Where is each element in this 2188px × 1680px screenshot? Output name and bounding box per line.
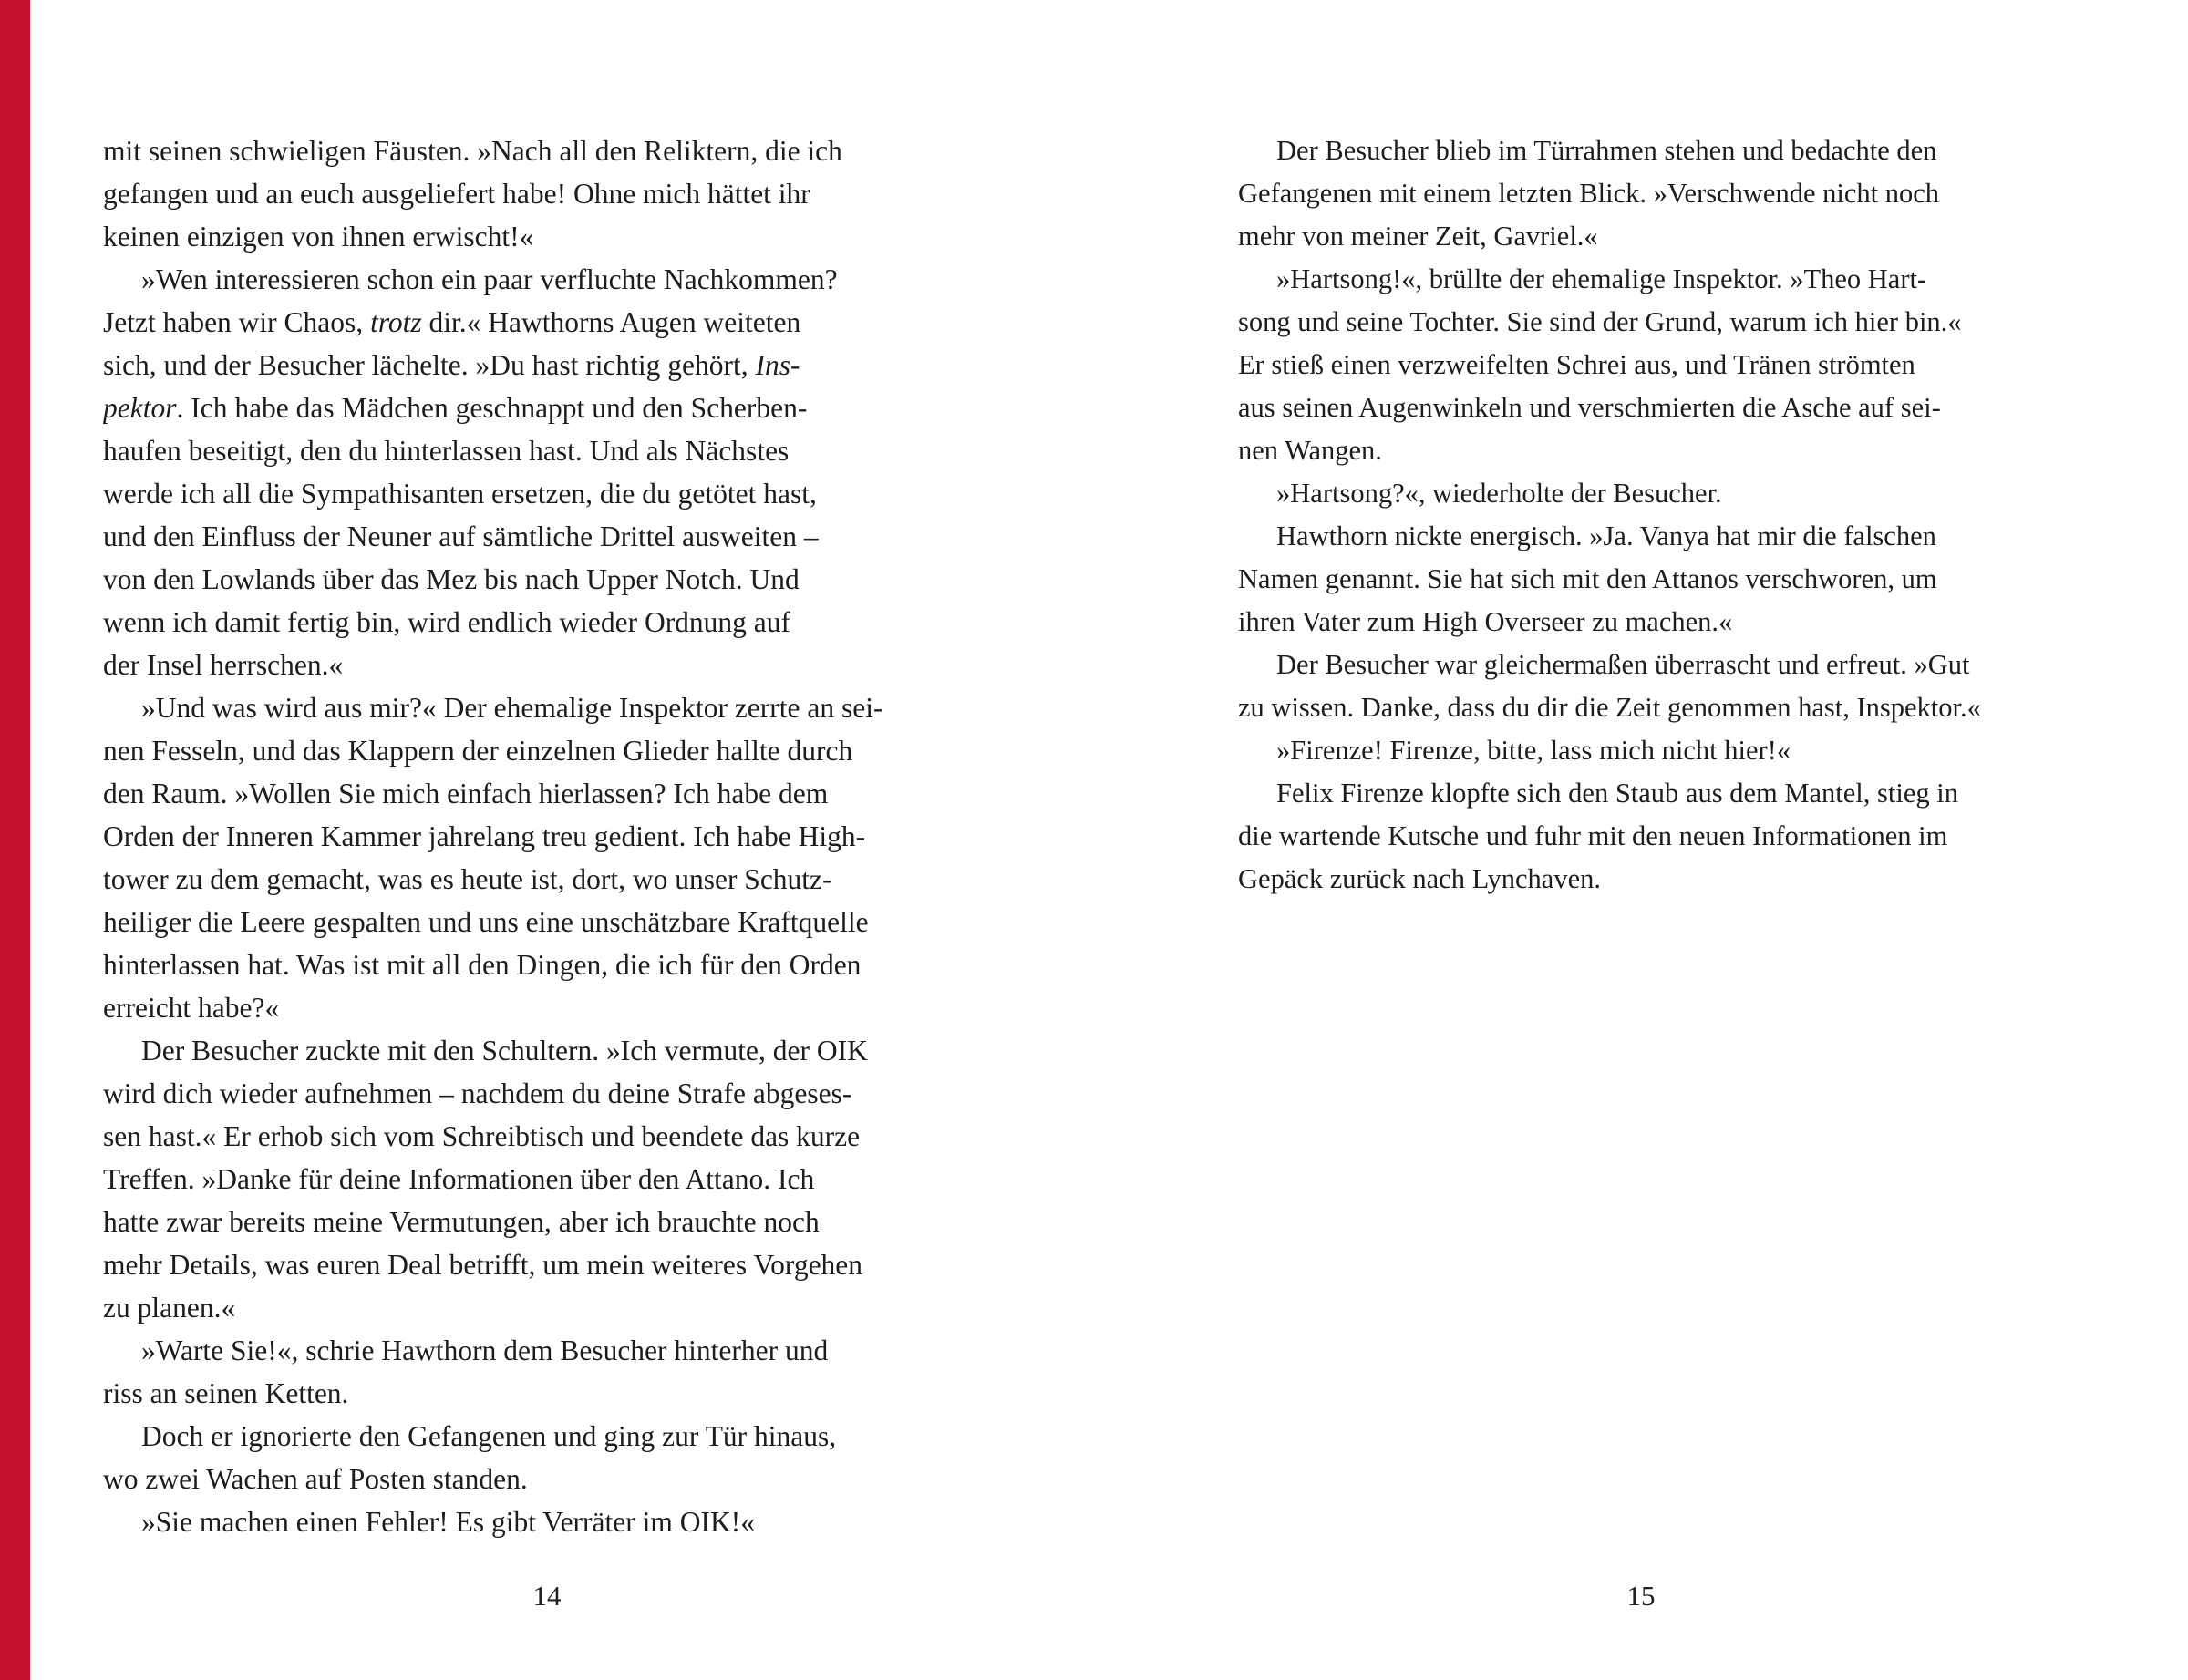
text-line: Gepäck zurück nach Lynchaven. [1238, 863, 1602, 894]
text-line: hatte zwar bereits meine Vermutungen, aber ich brauchte noch [103, 1206, 820, 1238]
right-page [1094, 0, 2188, 1680]
text-line: Namen genannt. Sie hat sich mit den Attanos verschworen, um [1238, 563, 1937, 594]
text-line: wo zwei Wachen auf Posten standen. [103, 1463, 528, 1495]
text-line: werde ich all die Sympathisanten ersetzen, die du getötet hast, [103, 478, 817, 510]
text-line: mehr von meiner Zeit, Gavriel.« [1238, 221, 1598, 252]
text-line: der Insel herrschen.« [103, 649, 344, 681]
text-line: »Wen interessieren schon ein paar verfluchte Nachkommen? [141, 263, 838, 295]
text-line: Der Besucher zuckte mit den Schultern. »Ich vermute, der OIK [141, 1035, 868, 1067]
text-line: »Hartsong!«, brüllte der ehemalige Inspektor. »Theo Hart- [1276, 263, 1927, 294]
text-line: den Raum. »Wollen Sie mich einfach hierlassen? Ich habe dem [103, 778, 829, 809]
text-line: von den Lowlands über das Mez bis nach Upper Notch. Und [103, 563, 800, 595]
text-line: mehr Details, was euren Deal betrifft, um mein weiteres Vorgehen [103, 1249, 863, 1281]
right-page-text-column [1238, 129, 2033, 901]
text-line: sich, und der Besucher lächelte. »Du hast richtig gehört, Ins- [103, 349, 800, 381]
text-line: riss an seinen Ketten. [103, 1377, 349, 1409]
text-line: sen hast.« Er erhob sich vom Schreibtisch und beendete das kurze [103, 1120, 861, 1152]
text-line: hinterlassen hat. Was ist mit all den Dingen, die ich für den Orden [103, 949, 862, 981]
text-line: ihren Vater zum High Overseer zu machen.« [1238, 606, 1733, 637]
text-line: Hawthorn nickte energisch. »Ja. Vanya hat mir die falschen [1276, 520, 1936, 551]
text-line: zu wissen. Danke, dass du dir die Zeit genommen hast, Inspektor.« [1238, 692, 1981, 723]
text-line: Der Besucher blieb im Türrahmen stehen und bedachte den [1276, 135, 1937, 166]
text-line: keinen einzigen von ihnen erwischt!« [103, 221, 534, 253]
text-line: Der Besucher war gleichermaßen überrascht und erfreut. »Gut [1276, 649, 1970, 680]
text-line: nen Fesseln, und das Klappern der einzelnen Glieder hallte durch [103, 735, 853, 767]
text-line: heiliger die Leere gespalten und uns eine unschätzbare Kraftquelle [103, 906, 869, 938]
text-line: erreicht habe?« [103, 992, 280, 1024]
text-line: tower zu dem gemacht, was es heute ist, dort, wo unser Schutz- [103, 863, 832, 895]
right-page-number: 15 [1626, 1580, 1656, 1612]
text-line: pektor. Ich habe das Mädchen geschnappt und den Scherben- [103, 392, 808, 424]
text-line: wird dich wieder aufnehmen – nachdem du deine Strafe abgeses- [103, 1077, 852, 1109]
text-line: »Sie machen einen Fehler! Es gibt Verräter im OIK!« [141, 1506, 755, 1538]
text-line: nen Wangen. [1238, 435, 1382, 466]
text-line: mit seinen schwieligen Fäusten. »Nach all den Reliktern, die ich [103, 135, 842, 167]
left-page-number: 14 [532, 1580, 562, 1612]
text-line: gefangen und an euch ausgeliefert habe! Ohne mich hättet ihr [103, 178, 810, 210]
text-line: Orden der Inneren Kammer jahrelang treu gedient. Ich habe High- [103, 820, 866, 852]
text-line: »Hartsong?«, wiederholte der Besucher. [1276, 478, 1722, 509]
text-line: song und seine Tochter. Sie sind der Grund, warum ich hier bin.« [1238, 306, 1962, 337]
text-line: »Warte Sie!«, schrie Hawthorn dem Besucher hinterher und [141, 1335, 829, 1366]
text-line: Treffen. »Danke für deine Informationen über den Attano. Ich [103, 1163, 815, 1195]
left-page-text-column [103, 129, 957, 1543]
text-line: aus seinen Augenwinkeln und verschmierten die Asche auf sei- [1238, 392, 1941, 423]
text-line: Jetzt haben wir Chaos, trotz dir.« Hawthorns Augen weiteten [103, 306, 801, 338]
text-line: Doch er ignorierte den Gefangenen und ging zur Tür hinaus, [141, 1420, 837, 1452]
text-line: Er stieß einen verzweifelten Schrei aus, und Tränen strömten [1238, 349, 1915, 380]
text-line: haufen beseitigt, den du hinterlassen hast. Und als Nächstes [103, 435, 790, 467]
text-line: Felix Firenze klopfte sich den Staub aus dem Mantel, stieg in [1276, 778, 1958, 809]
text-line: Gefangenen mit einem letzten Blick. »Verschwende nicht noch [1238, 178, 1940, 209]
text-line: zu planen.« [103, 1292, 236, 1324]
text-line: »Und was wird aus mir?« Der ehemalige Inspektor zerrte an sei- [141, 692, 883, 724]
text-line: und den Einfluss der Neuner auf sämtliche Drittel ausweiten – [103, 520, 819, 552]
text-line: wenn ich damit fertig bin, wird endlich wieder Ordnung auf [103, 606, 791, 638]
text-line: »Firenze! Firenze, bitte, lass mich nicht hier!« [1276, 735, 1791, 766]
text-line: die wartende Kutsche und fuhr mit den neuen Informationen im [1238, 820, 1948, 851]
